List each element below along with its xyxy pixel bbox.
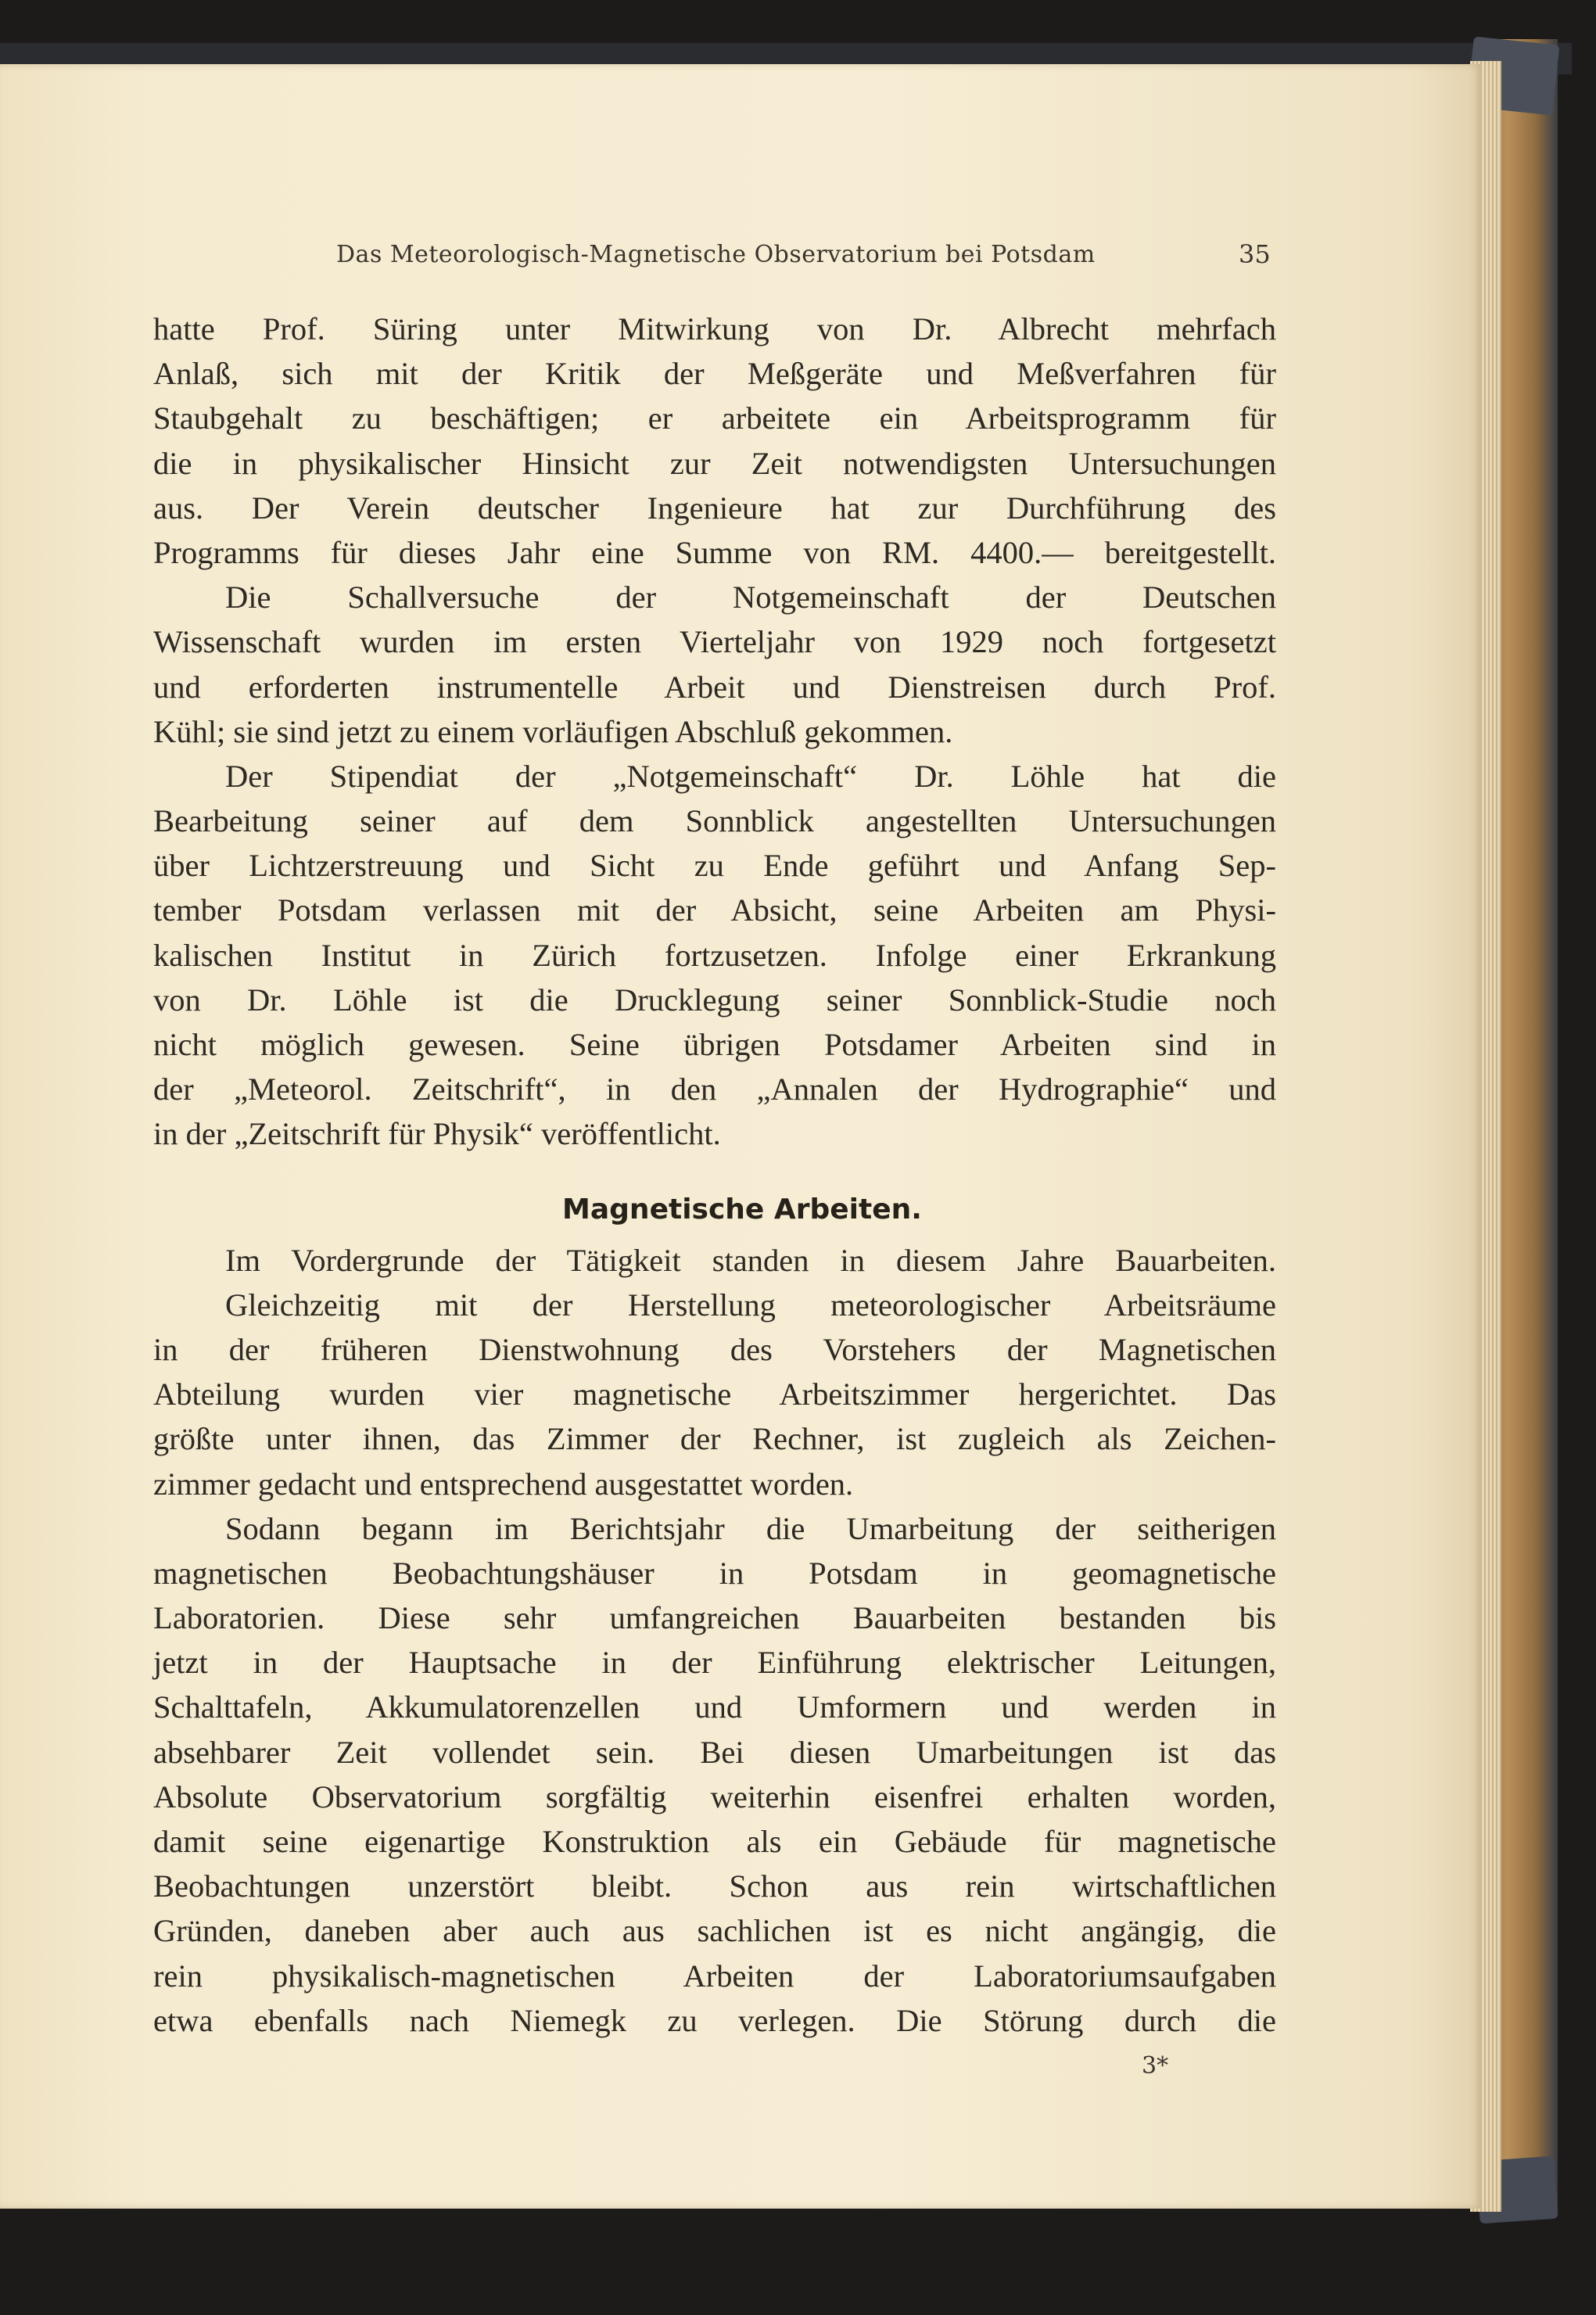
text-line: Beobachtungen unzerstört bleibt. Schon aus rein wirtschaftlichen bbox=[153, 1868, 1276, 1904]
paragraph-6 bbox=[153, 1506, 1276, 2043]
text-line: Sodann begann im Berichtsjahr die Umarbeitung der seitherigen bbox=[225, 1510, 1276, 1546]
text-line: Kühl; sie sind jetzt zu einem vorläufigen Abschluß gekommen. bbox=[153, 713, 953, 749]
text-body bbox=[153, 307, 1276, 2043]
text-line: etwa ebenfalls nach Niemegk zu verlegen. Die Störung durch die bbox=[153, 2002, 1276, 2038]
text-line: Der Stipendiat der „Notgemeinschaft“ Dr. Löhle hat die bbox=[225, 758, 1276, 794]
text-line: der „Meteorol. Zeitschrift“, in den „Annalen der Hydrographie“ und bbox=[153, 1071, 1276, 1107]
page-number: 35 bbox=[1239, 239, 1271, 269]
text-line: nicht möglich gewesen. Seine übrigen Potsdamer Arbeiten sind in bbox=[153, 1027, 1276, 1062]
text-line: kalischen Institut in Zürich fortzusetzen. Infolge einer Erkrankung bbox=[153, 937, 1276, 973]
paragraph-5 bbox=[153, 1283, 1276, 1506]
paragraph-2 bbox=[153, 575, 1276, 754]
text-line: Programms für dieses Jahr eine Summe von RM. 4400.— bereitgestellt. bbox=[153, 534, 1276, 570]
text-line: absehbarer Zeit vollendet sein. Bei diesen Umarbeitungen ist das bbox=[153, 1734, 1276, 1770]
text-line: magnetischen Beobachtungshäuser in Potsdam in geomagnetische bbox=[153, 1555, 1276, 1591]
running-head: Das Meteorologisch-Magnetische Observatorium bei Potsdam bbox=[336, 241, 1096, 268]
text-line: Gründen, daneben aber auch aus sachlichen ist es nicht angängig, die bbox=[153, 1913, 1276, 1949]
text-line: rein physikalisch-magnetischen Arbeiten der Laboratoriumsaufgaben bbox=[153, 1958, 1276, 1994]
text-line: Anlaß, sich mit der Kritik der Meßgeräte und Meßverfahren für bbox=[153, 356, 1276, 392]
section-heading: Magnetische Arbeiten. bbox=[562, 1193, 922, 1226]
signature-mark: 3* bbox=[1142, 2052, 1169, 2080]
text-line: Gleichzeitig mit der Herstellung meteorologischer Arbeitsräume bbox=[225, 1287, 1276, 1323]
text-line: Laboratorien. Diese sehr umfangreichen Bauarbeiten bestanden bis bbox=[153, 1600, 1276, 1636]
text-line: hatte Prof. Süring unter Mitwirkung von Dr. Albrecht mehrfach bbox=[153, 311, 1276, 346]
text-line: Im Vordergrunde der Tätigkeit standen in diesem Jahre Bauarbeiten. bbox=[225, 1242, 1276, 1278]
text-line: zimmer gedacht und entsprechend ausgestattet worden. bbox=[153, 1466, 854, 1502]
text-line: in der früheren Dienstwohnung des Vorstehers der Magnetischen bbox=[153, 1331, 1276, 1367]
text-line: die in physikalischer Hinsicht zur Zeit notwendigsten Untersuchungen bbox=[153, 445, 1276, 481]
text-line: und erforderten instrumentelle Arbeit und Dienstreisen durch Prof. bbox=[153, 669, 1276, 705]
text-line: jetzt in der Hauptsache in der Einführung elektrischer Leitungen, bbox=[153, 1645, 1276, 1681]
text-line: in der „Zeitschrift für Physik“ veröffentlicht. bbox=[153, 1116, 721, 1152]
text-line: Abteilung wurden vier magnetische Arbeitszimmer hergerichtet. Das bbox=[153, 1376, 1276, 1412]
text-line: von Dr. Löhle ist die Drucklegung seiner Sonnblick-Studie noch bbox=[153, 982, 1276, 1018]
text-line: Schalttafeln, Akkumulatorenzellen und Umformern und werden in bbox=[153, 1689, 1276, 1725]
text-line: Absolute Observatorium sorgfältig weiterhin eisenfrei erhalten worden, bbox=[153, 1778, 1276, 1814]
spacer bbox=[153, 1157, 1276, 1186]
text-line: Bearbeitung seiner auf dem Sonnblick angestellten Untersuchungen bbox=[153, 803, 1276, 839]
text-line: tember Potsdam verlassen mit der Absicht, seine Arbeiten am Physi- bbox=[153, 892, 1276, 928]
text-line: damit seine eigenartige Konstruktion als ein Gebäude für magnetische bbox=[153, 1824, 1276, 1859]
text-line: über Lichtzerstreuung und Sicht zu Ende geführt und Anfang Sep- bbox=[153, 848, 1276, 884]
paragraph-4 bbox=[153, 1238, 1276, 1283]
text-line: Die Schallversuche der Notgemeinschaft der Deutschen bbox=[225, 580, 1276, 616]
text-line: Wissenschaft wurden im ersten Vierteljahr von 1929 noch fortgesetzt bbox=[153, 624, 1276, 660]
text-line: Staubgehalt zu beschäftigen; er arbeitete ein Arbeitsprogramm für bbox=[153, 400, 1276, 436]
text-line: größte unter ihnen, das Zimmer der Rechner, ist zugleich als Zeichen- bbox=[153, 1421, 1276, 1457]
text-line: aus. Der Verein deutscher Ingenieure hat zur Durchführung des bbox=[153, 490, 1276, 526]
paragraph-1 bbox=[153, 307, 1276, 575]
paragraph-3 bbox=[153, 754, 1276, 1157]
